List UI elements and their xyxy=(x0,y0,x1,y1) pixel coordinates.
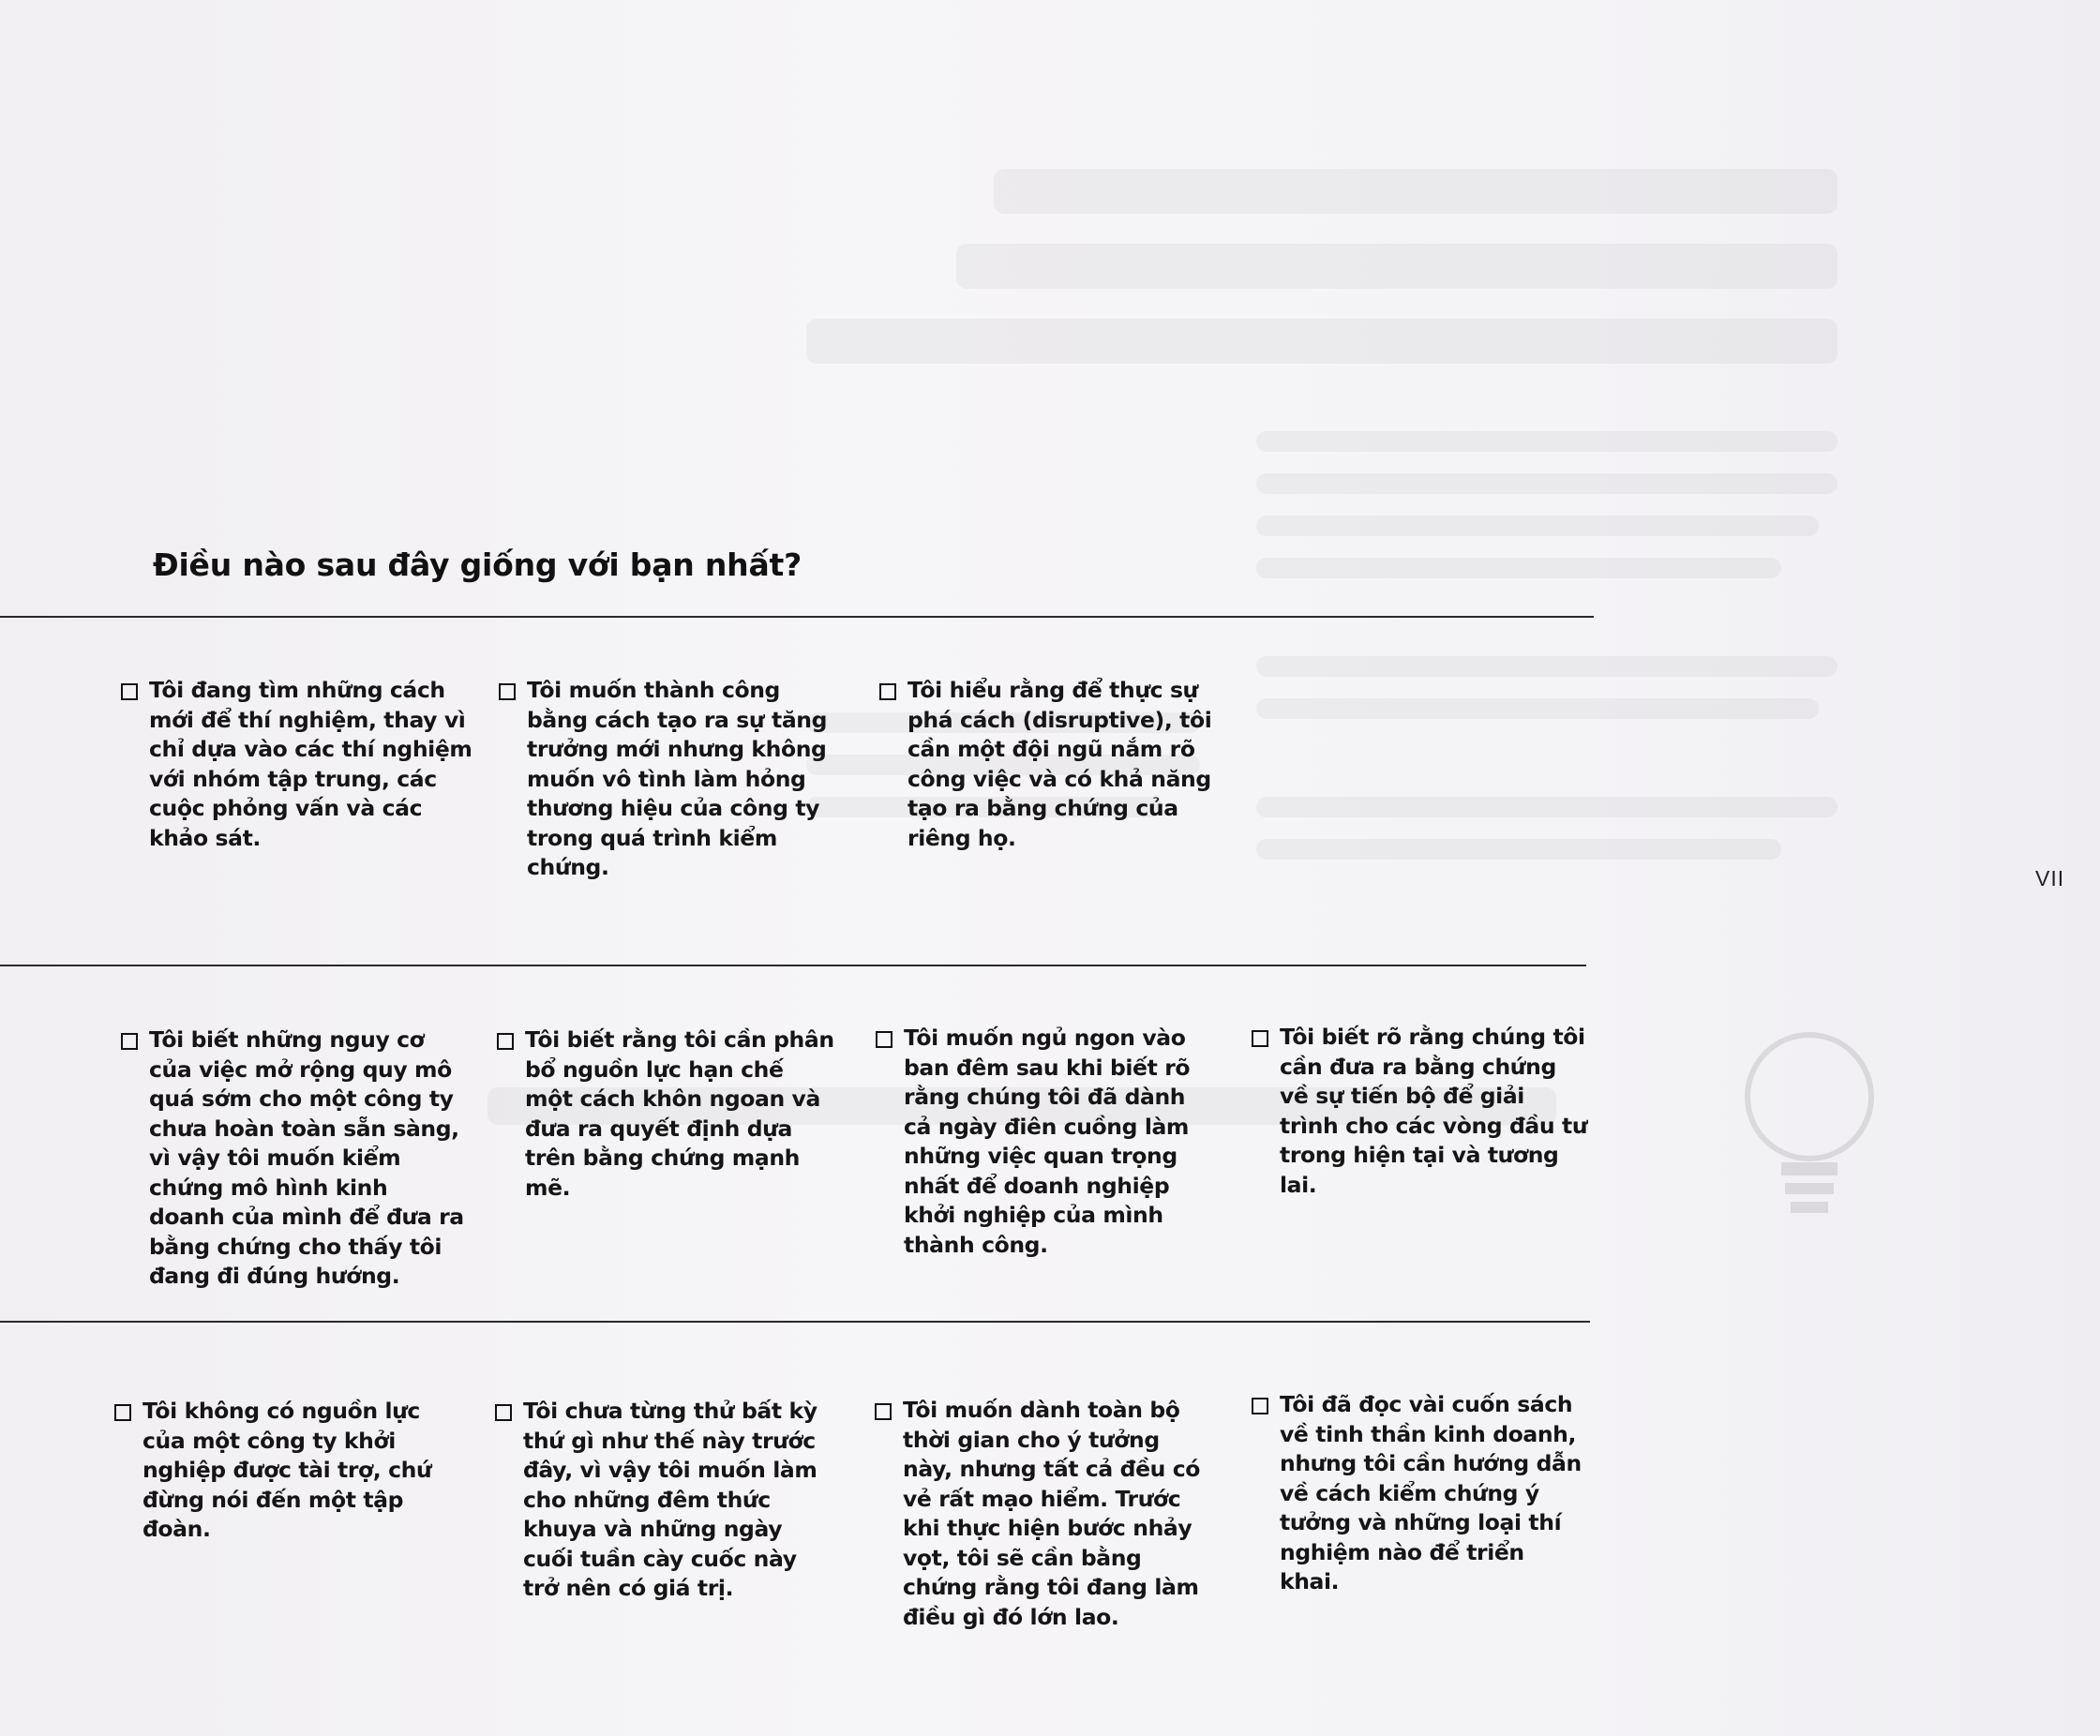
checkbox[interactable] xyxy=(879,683,896,700)
option-text: Tôi không có nguồn lực của một công ty khởi nghiệp được tài trợ, chứ đừng nói đến một tập đoàn. xyxy=(142,1398,432,1542)
checklist-option[interactable] xyxy=(875,1396,1214,1632)
checkbox[interactable] xyxy=(1252,1398,1268,1414)
option-text: Tôi hiểu rằng để thực sự phá cách (disruptive), tôi cần một đội ngũ nắm rõ công việc và có khả năng tạo ra bằng chứng của riêng họ. xyxy=(908,677,1212,851)
divider-line xyxy=(0,965,1586,966)
option-text: Tôi đang tìm những cách mới để thí nghiệm, thay vì chỉ dựa vào các thí nghiệm với nhóm tập trung, các cuộc phỏng vấn và các khảo sát. xyxy=(149,677,472,851)
option-text: Tôi muốn thành công bằng cách tạo ra sự tăng trưởng mới nhưng không muốn vô tình làm hỏng thương hiệu của công ty trong quá trình kiểm chứng. xyxy=(527,677,828,880)
divider-line xyxy=(0,1321,1590,1323)
option-text: Tôi biết rõ rằng chúng tôi cần đưa ra bằng chứng về sự tiến bộ để giải trình cho các vòng đầu tư trong hiện tại và tương lai. xyxy=(1280,1024,1588,1198)
checklist-option[interactable] xyxy=(499,676,841,883)
checklist-option[interactable] xyxy=(121,1025,468,1292)
option-text: Tôi chưa từng thử bất kỳ thứ gì như thế này trước đây, vì vậy tôi muốn làm cho những đêm thức khuya và những ngày cuối tuần cày cuốc này trở nên có giá trị. xyxy=(523,1398,818,1601)
divider-line xyxy=(0,616,1594,618)
checkbox[interactable] xyxy=(121,683,138,700)
checkbox[interactable] xyxy=(1252,1030,1268,1047)
lightbulb-icon xyxy=(1734,1022,1884,1228)
checklist-option[interactable] xyxy=(121,676,477,853)
checkbox[interactable] xyxy=(499,683,516,700)
checklist-option[interactable] xyxy=(495,1397,832,1604)
question-heading: Điều nào sau đây giống với bạn nhất? xyxy=(153,546,802,583)
page-number: VII xyxy=(2035,866,2065,890)
option-text: Tôi biết rằng tôi cần phân bổ nguồn lực hạn chế một cách khôn ngoan và đưa ra quyết định dựa trên bằng chứng mạnh mẽ. xyxy=(525,1026,834,1201)
option-text: Tôi muốn ngủ ngon vào ban đêm sau khi biết rõ rằng chúng tôi đã dành cả ngày điên cuồng làm những việc quan trọng nhất để doanh nghiệp khởi nghiệp của mình thành công. xyxy=(904,1025,1191,1258)
checkbox[interactable] xyxy=(121,1033,138,1050)
checkbox[interactable] xyxy=(495,1404,512,1421)
option-text: Tôi muốn dành toàn bộ thời gian cho ý tưởng này, nhưng tất cả đều có vẻ rất mạo hiểm. Trước khi thực hiện bước nhảy vọt, tôi sẽ cần bằng chứng rằng tôi đang làm điều gì đó lớn lao. xyxy=(903,1397,1201,1630)
checkbox[interactable] xyxy=(497,1033,514,1050)
checklist-option[interactable] xyxy=(114,1397,466,1545)
checkbox[interactable] xyxy=(114,1404,131,1421)
option-text: Tôi biết những nguy cơ của việc mở rộng quy mô quá sớm cho một công ty chưa hoàn toàn sẵn sàng, vì vậy tôi muốn kiểm chứng mô hình kinh doanh của mình để đưa ra bằng chứng cho thấy tôi đang đi đúng hướng. xyxy=(149,1026,464,1289)
checklist-option[interactable] xyxy=(876,1024,1213,1260)
checklist-option[interactable] xyxy=(1252,1390,1589,1597)
checkbox[interactable] xyxy=(876,1031,892,1048)
checklist-option[interactable] xyxy=(1252,1023,1589,1200)
checkbox[interactable] xyxy=(875,1403,892,1420)
checklist-option[interactable] xyxy=(497,1025,834,1203)
checklist-option[interactable] xyxy=(879,676,1219,853)
option-text: Tôi đã đọc vài cuốn sách về tinh thần kinh doanh, nhưng tôi cần hướng dẫn về cách kiểm chứng ý tưởng và những loại thí nghiệm nào để triển khai. xyxy=(1280,1391,1582,1594)
